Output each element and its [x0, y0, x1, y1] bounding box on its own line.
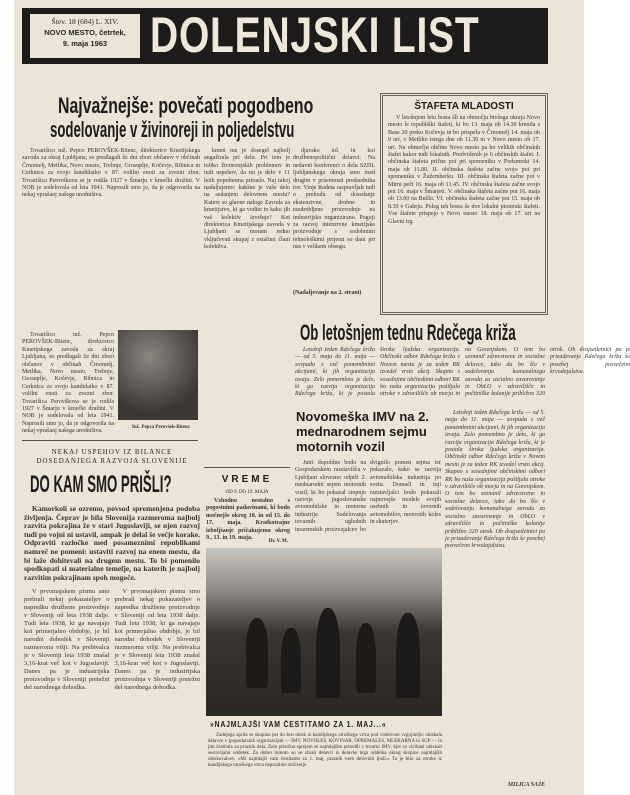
imv-text — [295, 460, 441, 544]
photo-story-paragraph: Zadnjega aprila se skupina pet do šest otrok iz kandijskega otroškega vrtca pod vodstvom vzgojiteljic obiskala delavce v gospodarskih organizacijah — IMV, NOVOLES, KOVINAR, OPREMALES, MLEKARNA in SGP — in jim čestitala za praznik dela. Zelo prisrčno sprejem se najmlajšim priredili v tovarni IMV, kjer so cicibani obiskali sestavljalni oddelek. Za dobro minuto so se zbrali delavci iz delavke tega oddelka okrog skupine najmlajših obiskovalcev. »Mi najmlajši vam čestitamo za 1. maj, praznik vseh delovnih ljudi.« Ta je bilo za otroke iz kandijskega otroškega vrtca nepozabno doživetje. — [208, 733, 442, 768]
stafeta-box — [380, 93, 548, 315]
imv-headline-1: Novomeška IMV na 2. mednarodnem sejmu — [296, 409, 429, 439]
continued-note: (Nadaljevanje na 2. strani) — [293, 290, 362, 296]
lead-headline-2: sodelovanje v živinoreji in poljedelstvu — [50, 117, 295, 142]
issue-info — [30, 14, 140, 58]
redcross-signature: MILICA SAJE — [507, 782, 545, 788]
portrait-photo — [118, 330, 198, 420]
issue-number: Štev. 18 (684) L. XIV. — [51, 17, 119, 26]
divider — [204, 467, 290, 468]
kicker-line-1: NEKAJ USPEHOV IZ BILANCE — [51, 448, 173, 456]
progress-paragraph-2: V prvomajskem pismu smo prebrali nekaj pokazateljev o napredku družbene proizvodnje v Sloveniji od leta 1938 dalje. Tudi leta 1938, ki ga navajajo kot primerjalno obdobje, je bil narodni dohodek v Sloveniji razmeroma višji. Na prebivalca je v Sloveniji leta 1938 znašal 3,16-krat več kot v Jugoslaviji. Danes pa je industrijska proizvodnja v Sloveniji pretežni del narodnega dohodka. — [114, 588, 200, 691]
redcross-paragraph: Letošnji teden Rdečega križa — od 5. maja do 11. maja — sovpada z več pomembnimi akcijami, ki jih organizacija izvaja. Zelo pomembno je delo, ki ga razvija organizacija Rdečega križa, ki je postala široka ljudska organizacija. Občinski odbor Rdečega križa v Novem mestu je za teden RK izvedel vrsto akcij. Skupno s sosednjimi občinskimi odbori RK bo naša organizacija pošiljala otroke v zdravilišče ob morju in na Gorenjskem. O tem bo seznanil zdravstvene in socialne delavce, tako da bo šlo v sodelovanju komunalnega zavoda za socialno zavarovanje in ObLO v zdravilišče in počitniške kolonije približno 320 otrok. Ob dvajsetletnici pa je prizadevanje Rdečega križa še posebej posvečeno krvodajalstvu. — [295, 347, 630, 398]
imv-headline — [296, 409, 440, 454]
lead-column-1b — [22, 332, 114, 435]
progress-lead-text: Kamorkoli se ozremo, povsod spremenjena podoba življenja. Čeprav je bila Slovenija razmeroma najbolj razvita pokrajina že v stari Jugoslaviji, se njen razvoj tudi po vojni ni ustavil, ampak je delal še večje korake. Odpraviti razločke med posameznimi republikami namreč ne pomeni: ustaviti razvoj na enem mestu, da bi laže dohitevali na drugem mestu. To bi pomenilo spodkopati si materialne temelje, na katerih je najbolj razvitim pokrajinam spoh mogoče. — [24, 504, 200, 582]
stafeta-text — [388, 115, 540, 307]
portrait-caption: Inž. Pepca Perovšek-Bitenc — [131, 425, 191, 430]
issue-place-day: NOVO MESTO, četrtek, — [44, 28, 126, 37]
imv-headline-2: motornih vozil — [296, 439, 385, 454]
photo-figure — [396, 613, 420, 698]
progress-paragraph: V prvomajskem pismu smo prebrali nekaj pokazateljev o napredku družbene proizvodnje v Sloveniji od leta 1938 dalje. Tudi leta 1938, ki ga navajajo kot primerjalno obdobje, je bil narodni dohodek v Sloveniji razmeroma višji. Na prebivalca je v Sloveniji leta 1938 znašal 3,16-krat več kot v Jugoslaviji. Danes pa je industrijska proizvodnja v Sloveniji pretežni del narodnega dohodka. — [24, 588, 110, 691]
photo-caption: »NAJMLAJŠI VAM ČESTITAMO ZA 1. MAJ...« — [210, 720, 387, 729]
weather-paragraph: Vzhodno nestalno s pogostnimi padavinami, ki bodo močnejše okrog 10. in od 15. do 17. maja. Kratkotrajne izboljšanje pričakujemo okrog 9., 13. in 19. maja. — [206, 498, 290, 542]
redcross-text-top — [295, 347, 630, 405]
newspaper-title: DOLENJSKI LIST — [150, 7, 480, 63]
imv-paragraph: Jutri dopoldne bodo na Gospodarskem razstavišču v Ljubljani slovesno odprli 2. mednarodni sejem motornih vozil, ki bo pokazal stopnjo razvoja jugoslovanske avtomobilske in motorne industrije. Sodelovanja tovarnih uglednih inozemskih proizvajalcev bo dvignilo pomen sejma ter pokazalo, kako se razvija avtomobilska industrija po svetu. Domači in tuji razstavljalci bodo pokazali najnovejše modele svojih osebnih in tovornih avtomobilov, motornih koles in skuterjev. — [295, 460, 441, 533]
weather-title: VREME — [221, 474, 273, 485]
kicker-line-2: DOSEDANJEGA RAZVOJA SLOVENIJE — [36, 457, 188, 465]
lead-text-1: Tovarišico inž. Pepco PEROVŠEK-Bitenc, direktorico Kmetijskega zavoda za okraj Ljubljana, so predlagali že dni zbori občanov v občinah Črnomelj, Metlika, Novo mesto, Trebnje, Grosuplje, Kočevje, Ribnica in Cerknica za svojo kandidatko v 87. volilni enoti za zvezni zbor. Tovarišica Perovškova se je rodila 1927 v Šmarju v kmečki družini. V NOB je sodelovala od leta 1941. Naprosili smo jo, da je odgovorila na nekaj vprašanj našega uredništva. — [22, 148, 200, 199]
photo-story-text — [208, 733, 442, 793]
progress-kicker — [22, 448, 202, 466]
lead-headline-1: Najvažnejše: povečati pogodbeno — [58, 93, 314, 118]
children-photo — [206, 548, 442, 716]
lead-column-3 — [293, 148, 375, 288]
weather-author: Dr. V. M. — [268, 539, 288, 544]
issue-date: 9. maja 1963 — [62, 39, 108, 48]
lead-column-2 — [204, 148, 290, 438]
divider — [22, 440, 198, 441]
lead-column-1 — [22, 148, 200, 328]
photo-figure — [246, 618, 268, 688]
progress-text — [24, 588, 200, 793]
progress-lead — [24, 505, 200, 583]
stafeta-title: ŠTAFETA MLADOSTI — [414, 101, 514, 112]
lead-text-1b: Tovarišico inž. Pepco PEROVŠEK-Bitenc, direktorico Kmetijskega zavoda za okraj Ljubljana, so predlagali že dni zbori občanov v občinah Črnomelj, Metlika, Novo mesto, Trebnje, Grosuplje, Kočevje, Ribnica in Cerknica za svojo kandidatko v 87. volilni enoti za zvezni zbor. Tovarišica Perovškova se je rodila 1927 v Šmarju v kmečki družini. V NOB je sodelovala od leta 1941. Naprosili smo jo, da je odgovorila na nekaj vprašanj našega uredništva. — [22, 332, 114, 435]
photo-figure — [281, 628, 301, 693]
weather-period: OD 9. DO 19. MAJA — [225, 490, 269, 495]
lead-text-3: djavsko itd. in koi družbenopolitični delavci. Na nedavni konferenci o delu SZDL ljubljanskega okraja smo med drugim v prisotnosti predsednika tov. Vinje Radeta razpravljali tudi o prehodu od dosedanje ekstenzivne, drobne in razdrobljene proizvodnje na industrijsko organizirano. Pogoji za razvoj intenzivne kmetijske proizvodnje s sodobnimi tehnološkimi prijemi so dani pri nas v velikem obsegu. — [293, 148, 375, 251]
stafeta-paragraph: V letošnjem letu bosta šli na območju bivšega okraja Novo mesto le republiški štafeti, ki bo 13. maja ob 14.30 krenila s Base 20 preko Kočevja in bo prispela v Črnomelj 14. maja ob 9 uri, v Metliko istega dne ob 11.30 in v Novo mesto ob 17. uri. Na območju občine Novo mesto pa bo velikih občinskih štafet kakor tudi lokalnih. Predvidenih je 6 občinskih štafet. I. občinska štafeta prične pot pri spomeniku v Podsmreki 14. maja ob 11.00. II. občinska štafeta začne svojo pot pri spomeniku v Žužemberku. III. občinska štafeta začne pot v Mirni peči 16. maja ob 11.45. IV. občinska štafeta začne svojo pot 16. maja v Šmarjeti. V. občinska štafeta začne pot 16. maja ob 13.00 na Bučki. VI. občinska štafeta začne pot 15. maja ob 8.30 v Gabrju. Poleg teh bosta še dve lokalni pionirski štafeti. Vse štafete prispejo v Novo mesto 18. maja ob 17. uri na Glavni trg. — [388, 115, 540, 225]
lead-text-2: kmeti me je dosegel najbolj angažirala pri delu. Pri tem je toliko živinorejskih problemov in tudi uspehov, da mi je delo v 11 letih popolnoma priraslo. Naj takoj nadaljujemo: kakšne je vaše delo na sedanjem delovnem mestu? Katere so glavne naloge Zavoda za kmetijstvo, ki ga vodite in kako jih vaš kolektiv izvršuje? Kot direktorica Kmetijskega zavoda v Ljubljani se moram redno vključevati skupaj z ostalimi člani kolektiva. — [204, 148, 290, 251]
photo-figure — [356, 623, 376, 693]
photo-figure — [316, 608, 340, 698]
redcross-headline: Ob letošnjem tednu Rdečega križa — [300, 320, 516, 345]
redcross-paragraph-2: Letošnji teden Rdečega križa — od 5. maja do 11. maja — sovpada z več pomembnimi akcijami, ki jih organizacija izvaja. Zelo pomembno je delo, ki ga razvija organizacija Rdečega križa, ki je postala široka ljudska organizacija. Občinski odbor Rdečega križa v Novem mestu je za teden RK izvedel vrsto akcij. Skupno s sosednjimi občinskimi odbori RK bo naša organizacija pošiljala otroke v zdravilišče ob morju in na Gorenjskem. O tem bo seznanil zdravstvene in socialne delavce, tako da bo šlo v sodelovanju komunalnega zavoda za socialno zavarovanje in ObLO v zdravilišče in počitniške kolonije približno 320 otrok. Ob dvajsetletnici pa je prizadevanje Rdečega križa še posebej posvečeno krvodajalstvu. — [445, 410, 545, 550]
progress-headline: DO KAM SMO PRIŠLI? — [30, 471, 172, 498]
redcross-column — [445, 410, 545, 780]
